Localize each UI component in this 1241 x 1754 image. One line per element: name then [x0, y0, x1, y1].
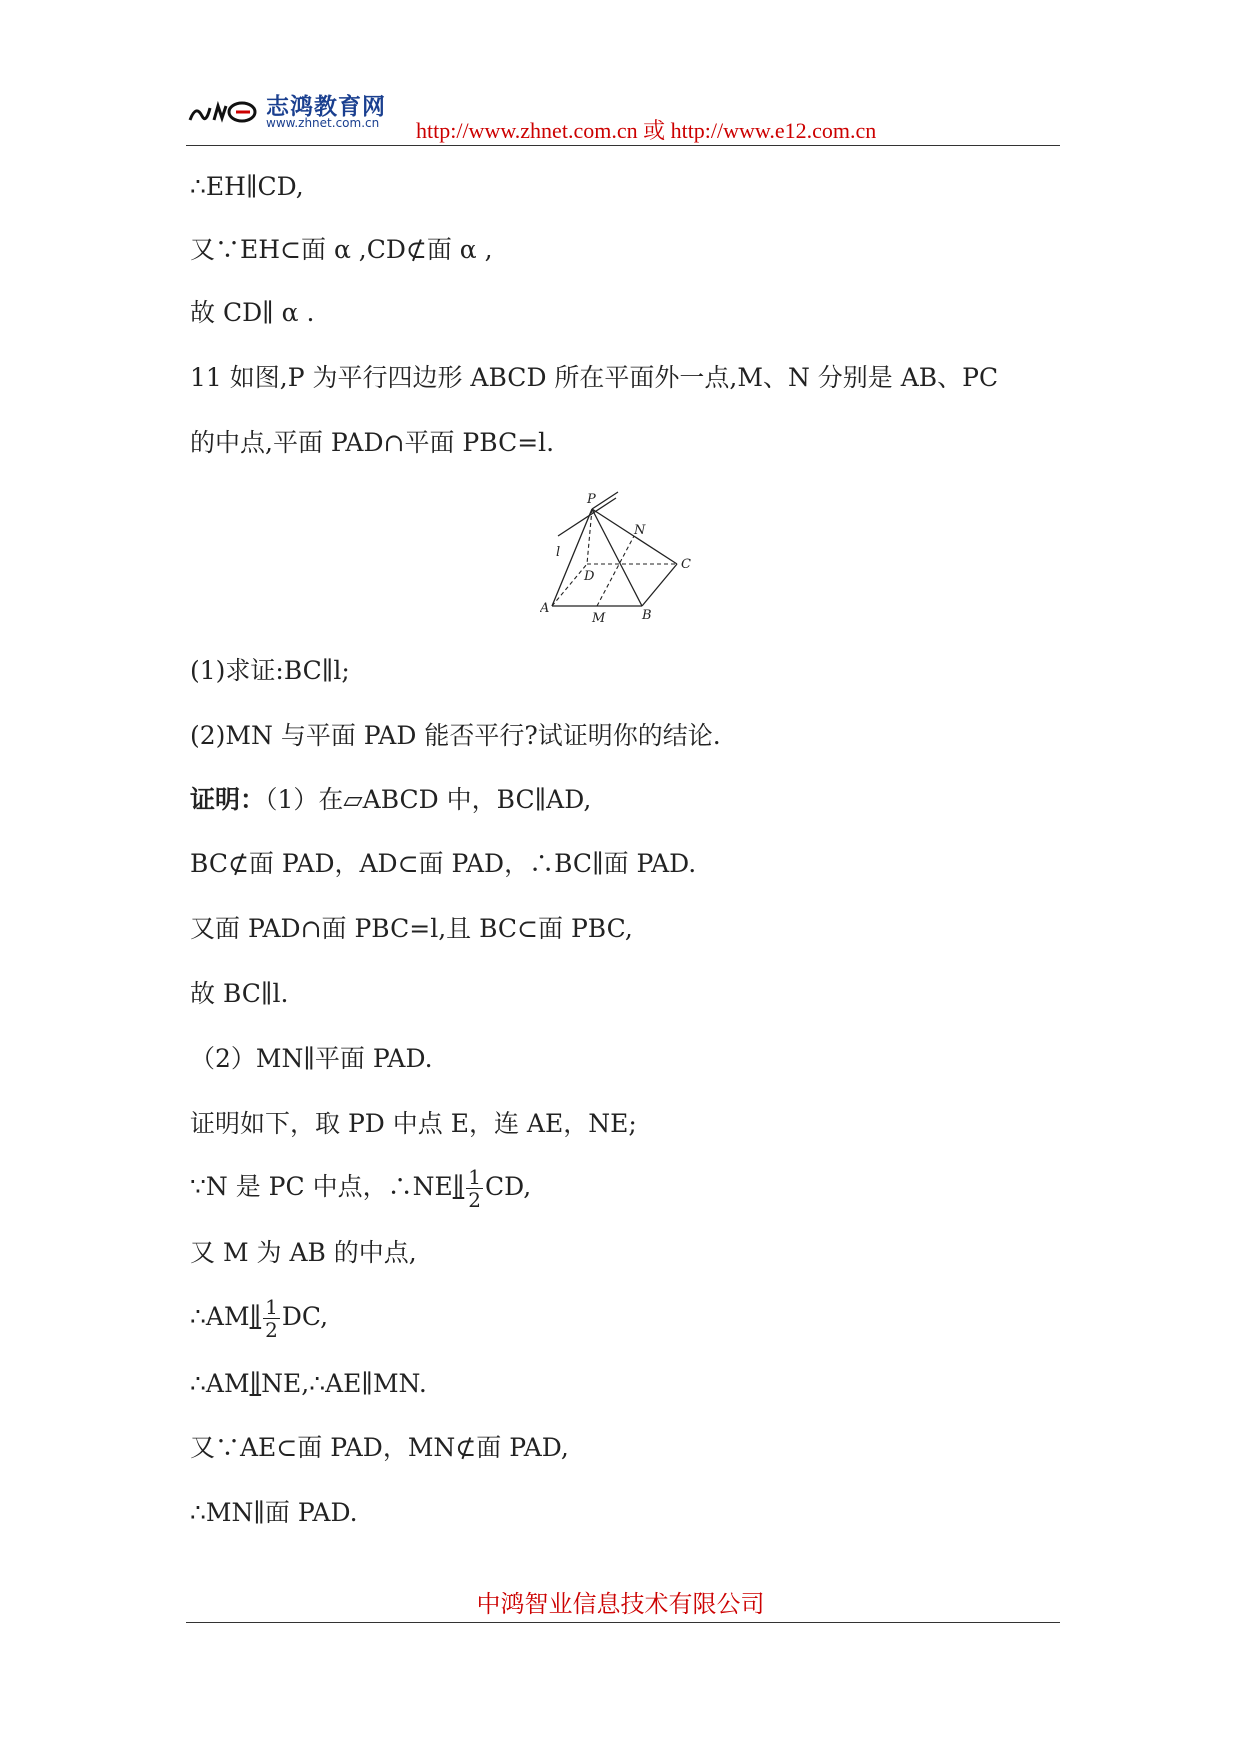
text-line: 又∵EH⊂面 α ,CD⊄面 α , [190, 235, 493, 264]
problem-statement: 11 如图,P 为平行四边形 ABCD 所在平面外一点,M、N 分别是 AB、PC [190, 363, 999, 392]
proof-text: （1）在▱ABCD 中，BC∥AD, [265, 785, 592, 814]
text-line: （2）MN∥平面 PAD. [190, 1044, 433, 1073]
parallel-equal-symbol: ∥ [452, 1172, 465, 1201]
logo-name: 志鸿教育网 [266, 94, 386, 120]
question-1: (1)求证:BC∥l; [190, 656, 350, 685]
label-A: A [540, 601, 550, 616]
label-C: C [681, 557, 691, 572]
proof-label: 证明： [190, 785, 266, 814]
text-line-fraction: ∵N 是 PC 中点，∴NE∥ $\frac{1}{2}$ CD, [190, 1165, 532, 1212]
header-links[interactable]: http://www.zhnet.com.cn 或 http://www.e12.com.cn [416, 118, 877, 143]
edge-BC [642, 564, 677, 606]
text-line: 又面 PAD∩面 PBC=l,且 BC⊂面 PBC, [190, 914, 633, 943]
edge-AD [552, 564, 587, 606]
label-B: B [642, 608, 652, 623]
label-N: N [634, 523, 646, 538]
fraction-half: $\frac{1}{2}$ [468, 1165, 481, 1212]
label-l: l [556, 545, 561, 560]
text-line: 证明如下，取 PD 中点 E，连 AE，NE; [190, 1109, 637, 1138]
header-divider [186, 145, 1060, 146]
logo-mark-icon [186, 94, 260, 130]
text-line: 故 CD∥ α . [190, 298, 315, 327]
page-header [186, 86, 1060, 144]
text-line: ∴EH∥CD, [190, 172, 304, 201]
text-line: ∴MN∥面 PAD. [190, 1498, 358, 1527]
problem-statement: 的中点,平面 PAD∩平面 PBC=l. [190, 428, 555, 457]
parallel-equal-symbol: ∥ [249, 1369, 262, 1398]
question-2: (2)MN 与平面 PAD 能否平行?试证明你的结论. [190, 721, 721, 750]
parallel-equal-symbol: ∥ [249, 1302, 262, 1331]
fraction-half: $\frac{1}{2}$ [265, 1295, 278, 1342]
text-line-fraction: ∴AM∥ $\frac{1}{2}$ DC, [190, 1295, 329, 1342]
label-P: P [587, 492, 596, 507]
footer-company: 中鸿智业信息技术有限公司 [476, 1590, 765, 1618]
pyramid-figure [540, 488, 710, 624]
proof-start [190, 784, 591, 816]
logo-url: www.zhnet.com.cn [266, 116, 380, 130]
footer-divider [186, 1622, 1060, 1623]
text-line: 又 M 为 AB 的中点, [190, 1238, 417, 1267]
label-M: M [592, 611, 606, 624]
text-line: ∴AM∥NE,∴AE∥MN. [190, 1369, 427, 1398]
segment-MN [597, 536, 634, 606]
text-line: 故 BC∥l. [190, 979, 289, 1008]
text-line: BC⊄面 PAD，AD⊂面 PAD，∴BC∥面 PAD. [190, 849, 697, 878]
text-line: 又∵AE⊂面 PAD，MN⊄面 PAD, [190, 1433, 569, 1462]
label-D: D [584, 569, 595, 584]
